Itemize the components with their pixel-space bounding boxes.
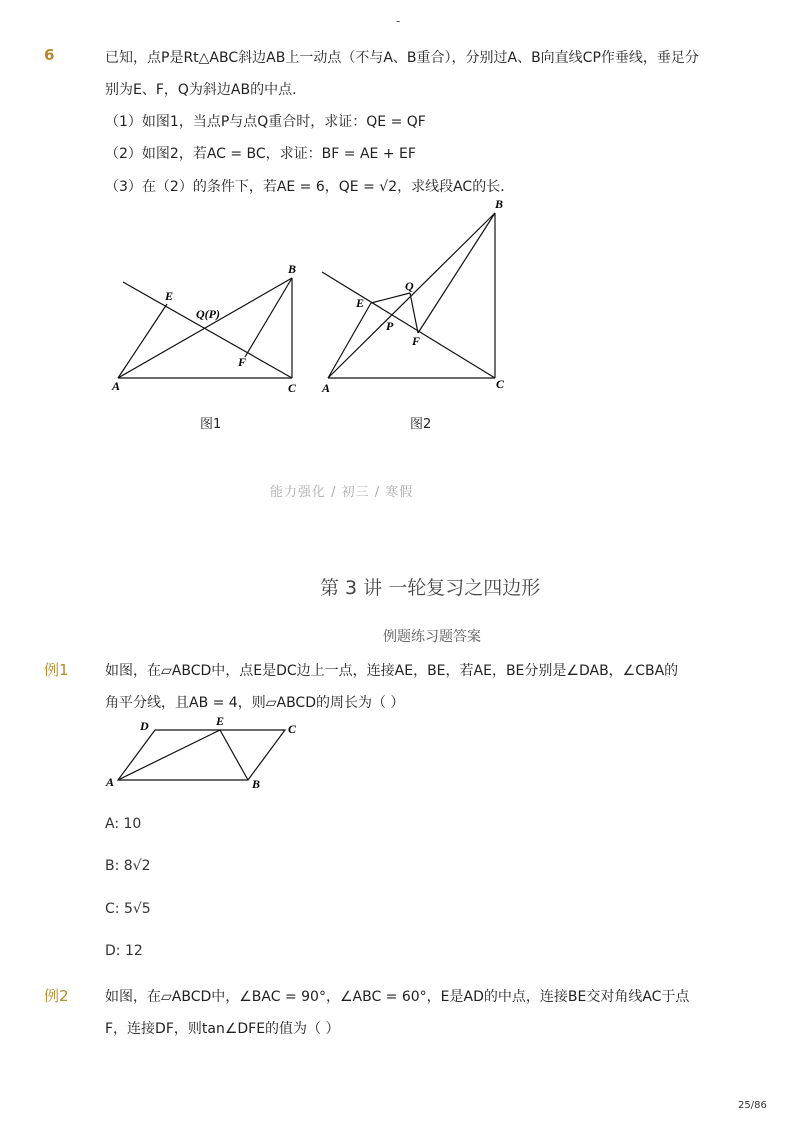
example2-text-line1: 如图，在▱ABCD中，∠BAC = 90°，∠ABC = 60°，E是AD的中点，连接BE交对角线AC于点 xyxy=(105,989,690,1005)
para-label-b: B xyxy=(252,777,261,791)
figure-2-caption: 图2 xyxy=(410,417,432,432)
fig2-label-b: B xyxy=(495,197,504,211)
fig1-label-f: F xyxy=(238,355,247,369)
fig1-label-c: C xyxy=(288,381,297,395)
fig2-label-c: C xyxy=(496,377,505,391)
fig1-label-b: B xyxy=(288,262,297,276)
example1-label: 例1 xyxy=(44,661,69,679)
para-label-d: D xyxy=(140,719,149,733)
figure-1-caption: 图1 xyxy=(200,417,222,432)
fig2-label-e: E xyxy=(356,296,365,310)
option-d[interactable]: D: 12 xyxy=(105,943,143,959)
fig1-label-e: E xyxy=(165,289,174,303)
problem-figures xyxy=(0,0,800,450)
problem-text-line1: 已知，点P是Rt△ABC斜边AB上一动点（不与A、B重合），分别过A、B向直线CP作垂线，垂足分 xyxy=(105,50,699,66)
lecture-title: 第 3 讲 一轮复习之四边形 xyxy=(320,577,541,599)
para-label-a: A xyxy=(106,775,115,789)
problem-question-1: （1）如图1，当点P与点Q重合时，求证：QE = QF xyxy=(105,114,426,130)
problem-question-2: （2）如图2，若AC = BC，求证：BF = AE + EF xyxy=(105,146,416,162)
section-subtitle: 例题练习题答案 xyxy=(383,629,481,645)
example2-text-line2: F，连接DF，则tan∠DFE的值为（ ） xyxy=(105,1021,340,1037)
para-label-c: C xyxy=(288,722,297,736)
example1-text-line2: 角平分线，且AB = 4，则▱ABCD的周长为（ ） xyxy=(105,695,405,711)
fig1-label-a: A xyxy=(112,379,121,393)
fig2-label-q: Q xyxy=(405,279,414,293)
footer-breadcrumb: 能力强化 / 初三 / 寒假 xyxy=(270,485,414,500)
option-c[interactable]: C: 5√5 xyxy=(105,901,151,917)
para-label-e: E xyxy=(216,714,225,728)
fig2-label-p: P xyxy=(386,319,394,333)
option-b[interactable]: B: 8√2 xyxy=(105,858,151,874)
problem-number: 6 xyxy=(44,46,55,64)
problem-text-line2: 别为E、F，Q为斜边AB的中点． xyxy=(105,82,307,98)
figure-2 xyxy=(322,213,495,378)
option-a[interactable]: A: 10 xyxy=(105,816,142,832)
parallelogram-figure xyxy=(0,700,400,800)
problem-question-3: （3）在（2）的条件下，若AE = 6，QE = √2，求线段AC的长． xyxy=(105,179,515,195)
fig1-label-q: Q(P) xyxy=(196,307,220,321)
fig2-label-a: A xyxy=(322,381,331,395)
figure-1 xyxy=(118,278,292,378)
top-mark: - xyxy=(396,14,401,28)
example2-label: 例2 xyxy=(44,987,69,1005)
page-number: 25/86 xyxy=(738,1100,767,1111)
example1-text-line1: 如图，在▱ABCD中，点E是DC边上一点，连接AE，BE，若AE，BE分别是∠DAB，∠CBA的 xyxy=(105,663,679,679)
fig2-label-f: F xyxy=(412,334,421,348)
